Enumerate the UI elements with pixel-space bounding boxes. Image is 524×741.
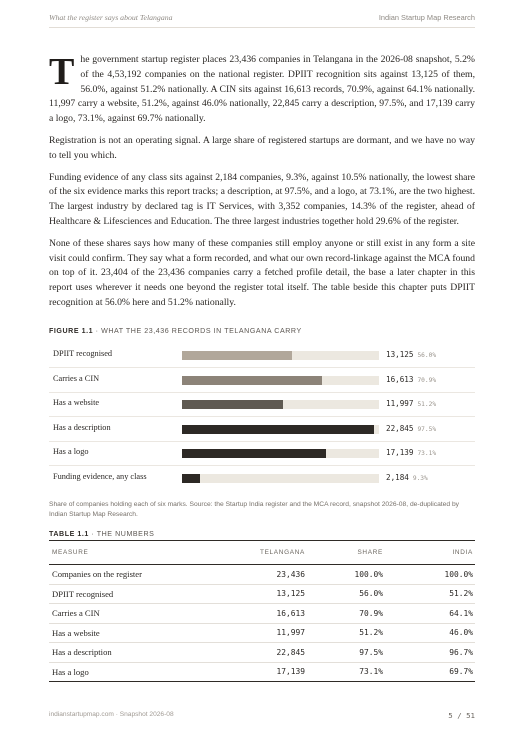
table-row xyxy=(49,604,475,624)
bar xyxy=(182,376,322,385)
table-header-row xyxy=(49,541,475,565)
bar xyxy=(182,400,283,409)
bar xyxy=(182,351,292,360)
bar-value-share: 51.2% xyxy=(417,401,437,409)
bar-chart xyxy=(49,343,475,493)
row-label: Has a description xyxy=(49,643,207,663)
table-cell: 16,613 xyxy=(207,604,307,624)
paragraph-1 xyxy=(49,53,475,127)
bar-value-count: 11,997 xyxy=(386,399,414,409)
chart-row xyxy=(49,445,475,461)
bar-value-count: 13,125 xyxy=(386,350,414,359)
bar-value xyxy=(386,424,436,433)
chart-row xyxy=(49,470,475,486)
bar-value xyxy=(386,350,436,359)
table-row xyxy=(49,643,475,663)
bar xyxy=(182,449,326,458)
paragraph-2: Registration is not an operating signal. A large share of registered startups are dormant, and we have no way to tell you which. xyxy=(49,134,475,161)
column-header: INDIA xyxy=(385,541,475,565)
table-cell: 17,139 xyxy=(207,662,307,682)
table-row xyxy=(49,584,475,604)
table-label: TABLE 1.1 xyxy=(49,530,89,538)
row-label: Has a logo xyxy=(49,662,207,682)
bar-label: Has a description xyxy=(53,422,111,432)
row-label: Companies on the register xyxy=(49,565,207,585)
chart-row xyxy=(49,372,475,388)
bar xyxy=(182,474,200,483)
table-cell: 69.7% xyxy=(385,662,475,682)
table-body xyxy=(49,565,475,682)
bar-track xyxy=(182,474,379,483)
table-cell: 22,845 xyxy=(207,643,307,663)
chart-row xyxy=(49,396,475,412)
paragraph-4: None of these shares says how many of these companies still employ anyone or still exist in any form a site visit could confirm. They say what a form recorded, and what our own record-linkage against the MCA found on top of it. 23,404 of the 23,436 companies carry a fetched profile detail, the base a later chapter in this report uses wherever it needs one beyond the register total itself. The table beside this chapter puts DPIIT recognition at 56.0% here and 51.2% nationally. xyxy=(49,237,475,308)
bar-label: Has a website xyxy=(53,398,100,408)
table-cell: 11,997 xyxy=(207,623,307,643)
table-cell: 13,125 xyxy=(207,584,307,604)
bar-value-share: 73.1% xyxy=(417,450,437,458)
paragraph-1-text: he government startup register places 23,436 companies in Telangana in the 2026-08 snapshot, 5.2% of the 4,53,192 companies on the national register. DPIIT recognition sits against 13,125 of them, 56.0%, against 51.2% nationally. A CIN sits against 16,613 records, 70.9%, against 64.1% nationally. 11,997 carry a website, 51.2%, against 46.0% nationally, 22,845 carry a description, 97.5%, and 17,139 carry a logo, 73.1%, against 69.7% nationally. xyxy=(49,54,475,125)
column-header: MEASURE xyxy=(49,541,207,565)
column-header: TELANGANA xyxy=(207,541,307,565)
header-rule xyxy=(49,27,475,28)
table-cell: 96.7% xyxy=(385,643,475,663)
table-cell: 100.0% xyxy=(385,565,475,585)
section-title: What the register says about Telangana xyxy=(49,13,173,22)
row-divider xyxy=(49,441,475,442)
table-cell: 64.1% xyxy=(385,604,475,624)
figure-label: FIGURE 1.1 xyxy=(49,327,94,335)
row-label: Has a website xyxy=(49,623,207,643)
table-cell: 56.0% xyxy=(307,584,385,604)
figure-note: Share of companies holding each of six marks. Source: the Startup India register and the MCA record, snapshot 2026-08, de-duplicated by Indian Startup Map Research. xyxy=(49,501,460,518)
drop-cap: T xyxy=(49,51,75,93)
table-cell: 51.2% xyxy=(307,623,385,643)
bar-value xyxy=(386,375,436,384)
bar-value-count: 16,613 xyxy=(386,374,414,384)
bar-value-share: 97.5% xyxy=(417,425,437,433)
table-cell: 97.5% xyxy=(307,643,385,663)
bar-value xyxy=(386,448,436,457)
running-header xyxy=(49,13,475,22)
table-cell: 70.9% xyxy=(307,604,385,624)
row-divider xyxy=(49,392,475,393)
paragraph-3: Funding evidence of any class sits against 2,184 companies, 9.3%, against 10.5% nationally, the lowest share of the six evidence marks this report tracks; a description, at 97.5%, and a logo, at 73.1%, are the two highest. The largest industry by declared tag is IT Services, with 3,352 companies, 14.3% of the register, ahead of Healthcare & Lifesciences and Education. The three largest industries together hold 29.6% of the register. xyxy=(49,171,475,227)
table-caption xyxy=(49,530,154,538)
bar-label: Funding evidence, any class xyxy=(53,472,147,481)
table-cell: 46.0% xyxy=(385,623,475,643)
chart-row xyxy=(49,347,475,363)
bar-value-count: 2,184 xyxy=(386,473,409,482)
row-label: Carries a CIN xyxy=(49,604,207,624)
row-divider xyxy=(49,465,475,466)
table-cell: 73.1% xyxy=(307,662,385,682)
column-header: SHARE xyxy=(307,541,385,565)
row-label: DPIIT recognised xyxy=(49,584,207,604)
bar-value-share: 56.0% xyxy=(417,352,437,359)
bar-value-count: 22,845 xyxy=(386,423,414,433)
bar-value-share: 9.3% xyxy=(412,475,428,482)
bar-track xyxy=(182,425,379,434)
footer-source: indianstartupmap.com · Snapshot 2026-08 xyxy=(49,711,174,718)
numbers-table xyxy=(49,540,475,682)
bar-value-share: 70.9% xyxy=(417,376,437,384)
bar-track xyxy=(182,449,379,458)
table-row xyxy=(49,662,475,682)
table-cell: 51.2% xyxy=(385,584,475,604)
figure-caption xyxy=(49,327,302,335)
publication-name: Indian Startup Map Research xyxy=(378,13,475,22)
row-divider xyxy=(49,367,475,368)
chart-row xyxy=(49,421,475,437)
body-text xyxy=(49,53,475,318)
bar-label: Carries a CIN xyxy=(53,373,100,383)
table-cell: 23,436 xyxy=(207,565,307,585)
bar-value xyxy=(386,473,428,482)
bar-track xyxy=(182,376,379,385)
page-footer xyxy=(49,711,475,720)
bar-track xyxy=(182,351,379,360)
bar-value xyxy=(386,399,436,408)
page-number: 5 / 51 xyxy=(448,711,475,720)
table-row xyxy=(49,623,475,643)
row-divider xyxy=(49,416,475,417)
table-row xyxy=(49,565,475,585)
table-cell: 100.0% xyxy=(307,565,385,585)
figure-title: · WHAT THE 23,436 RECORDS IN TELANGANA CARRY xyxy=(95,327,302,335)
bar-track xyxy=(182,400,379,409)
bar-label: Has a logo xyxy=(53,447,89,457)
table-title: · THE NUMBERS xyxy=(91,530,155,538)
bar-label: DPIIT recognised xyxy=(53,349,113,358)
bar-value-count: 17,139 xyxy=(386,448,414,458)
bar xyxy=(182,425,374,434)
